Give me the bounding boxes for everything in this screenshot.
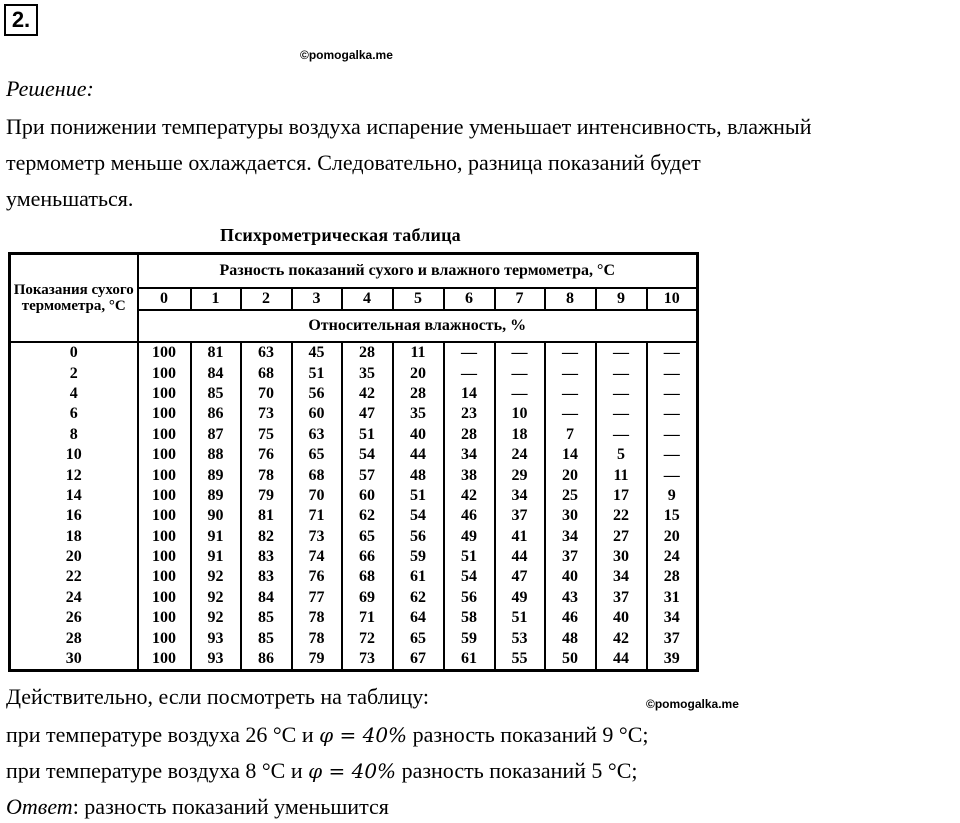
humidity-cell: 67 bbox=[393, 649, 444, 671]
humidity-cell: 29 bbox=[495, 465, 545, 485]
watermark-top: ©pomogalka.me bbox=[300, 48, 393, 62]
paragraph-line-3: уменьшаться. bbox=[6, 186, 134, 211]
humidity-cell: 37 bbox=[495, 506, 545, 526]
humidity-cell: — bbox=[495, 342, 545, 363]
diff-column-header: 0 bbox=[138, 288, 191, 310]
dry-temp-cell: 0 bbox=[10, 342, 138, 363]
humidity-cell: 35 bbox=[342, 363, 393, 383]
humidity-cell: — bbox=[495, 384, 545, 404]
humidity-cell: 66 bbox=[342, 547, 393, 567]
humidity-cell: 20 bbox=[393, 363, 444, 383]
humidity-cell: 5 bbox=[596, 445, 647, 465]
humidity-cell: 100 bbox=[138, 608, 191, 628]
humidity-cell: 85 bbox=[191, 384, 241, 404]
diff-column-header: 9 bbox=[596, 288, 647, 310]
humidity-cell: — bbox=[663, 466, 680, 484]
humidity-cell: 14 bbox=[545, 445, 596, 465]
humidity-cell: 64 bbox=[393, 608, 444, 628]
humidity-cell: 39 bbox=[663, 650, 680, 668]
humidity-cell: 47 bbox=[342, 404, 393, 424]
humidity-cell: — bbox=[663, 425, 680, 443]
dry-temp-cell: 18 bbox=[10, 527, 138, 547]
humidity-cell: 93 bbox=[191, 628, 241, 648]
humidity-cell: — bbox=[545, 342, 596, 363]
humidity-cell: 11 bbox=[596, 465, 647, 485]
humidity-cell: 63 bbox=[241, 342, 292, 363]
answer-line bbox=[6, 794, 389, 820]
humidity-cell: 37 bbox=[663, 629, 680, 647]
dry-temp-cell: 14 bbox=[10, 486, 138, 506]
humidity-cell: 34 bbox=[495, 486, 545, 506]
humidity-cell: 34 bbox=[596, 567, 647, 587]
humidity-cell: 68 bbox=[241, 363, 292, 383]
humidity-cell: 88 bbox=[191, 445, 241, 465]
dry-temp-cell: 28 bbox=[10, 628, 138, 648]
humidity-cell: 68 bbox=[292, 465, 342, 485]
humidity-cell: 15 bbox=[663, 507, 680, 525]
humidity-cell: 54 bbox=[393, 506, 444, 526]
humidity-cell: — bbox=[545, 384, 596, 404]
humidity-cell: — bbox=[444, 342, 495, 363]
diff-column-header: 8 bbox=[545, 288, 596, 310]
paragraph-line-1: При понижении температуры воздуха испарение уменьшает интенсивность, влажный bbox=[6, 114, 812, 139]
dry-temp-cell: 8 bbox=[10, 425, 138, 445]
humidity-cell: 100 bbox=[138, 445, 191, 465]
humidity-cell: 48 bbox=[545, 628, 596, 648]
conclusion-line-1: Действительно, если посмотреть на таблицу: bbox=[6, 684, 430, 709]
humidity-cell: 81 bbox=[241, 506, 292, 526]
humidity-cell: — bbox=[663, 446, 680, 464]
humidity-cell: 65 bbox=[342, 527, 393, 547]
humidity-cell: 40 bbox=[596, 608, 647, 628]
line2-text-a: при температуре воздуха 26 °С и bbox=[6, 722, 320, 747]
table-body bbox=[10, 342, 698, 671]
humidity-cell: 51 bbox=[393, 486, 444, 506]
table-row bbox=[10, 628, 698, 648]
humidity-cell: 58 bbox=[444, 608, 495, 628]
diff-column-header: 10 bbox=[647, 288, 698, 310]
humidity-cell: 40 bbox=[393, 425, 444, 445]
dry-temp-cell: 12 bbox=[10, 465, 138, 485]
humidity-cell: — bbox=[596, 384, 647, 404]
humidity-cell: — bbox=[663, 384, 680, 402]
dry-temp-cell: 16 bbox=[10, 506, 138, 526]
humidity-cell: — bbox=[444, 363, 495, 383]
humidity-cell: 91 bbox=[191, 527, 241, 547]
humidity-cell: 100 bbox=[138, 425, 191, 445]
table-row bbox=[10, 384, 698, 404]
humidity-cell: 86 bbox=[241, 649, 292, 671]
humidity-cell: 44 bbox=[393, 445, 444, 465]
humidity-cell: 73 bbox=[292, 527, 342, 547]
humidity-cell: 44 bbox=[596, 649, 647, 671]
humidity-cell: 100 bbox=[138, 465, 191, 485]
humidity-cell: 48 bbox=[393, 465, 444, 485]
humidity-cell: 83 bbox=[241, 547, 292, 567]
humidity-cell: 34 bbox=[545, 527, 596, 547]
humidity-cell: — bbox=[545, 404, 596, 424]
line3-text-b: разность показаний 5 °С; bbox=[396, 758, 638, 783]
humidity-cell: 17 bbox=[596, 486, 647, 506]
humidity-cell: 23 bbox=[444, 404, 495, 424]
humidity-cell: 30 bbox=[596, 547, 647, 567]
humidity-cell: 70 bbox=[292, 486, 342, 506]
humidity-cell: 90 bbox=[191, 506, 241, 526]
humidity-cell: 37 bbox=[545, 547, 596, 567]
humidity-cell: — bbox=[596, 425, 647, 445]
humidity-cell: 20 bbox=[663, 527, 680, 545]
humidity-cell: 100 bbox=[138, 404, 191, 424]
humidity-cell: 79 bbox=[292, 649, 342, 671]
humidity-cell: 78 bbox=[241, 465, 292, 485]
humidity-cell: 89 bbox=[191, 465, 241, 485]
humidity-cell: 35 bbox=[393, 404, 444, 424]
humidity-cell: 84 bbox=[241, 588, 292, 608]
humidity-cell: 18 bbox=[495, 425, 545, 445]
humidity-cell: 72 bbox=[342, 628, 393, 648]
humidity-cell: 82 bbox=[241, 527, 292, 547]
humidity-cell: 22 bbox=[596, 506, 647, 526]
humidity-cell: 76 bbox=[241, 445, 292, 465]
humidity-cell: 100 bbox=[138, 363, 191, 383]
table-row bbox=[10, 404, 698, 424]
humidity-cell: — bbox=[596, 363, 647, 383]
phi-formula: φ = 40% bbox=[319, 723, 408, 747]
humidity-cell: 62 bbox=[393, 588, 444, 608]
humidity-cell: 50 bbox=[545, 649, 596, 671]
humidity-cell: 78 bbox=[292, 628, 342, 648]
humidity-cell: 54 bbox=[342, 445, 393, 465]
dry-temp-cell: 4 bbox=[10, 384, 138, 404]
humidity-cell: 25 bbox=[545, 486, 596, 506]
humidity-cell: 51 bbox=[292, 363, 342, 383]
humidity-cell: 60 bbox=[342, 486, 393, 506]
humidity-cell: 43 bbox=[545, 588, 596, 608]
humidity-cell: — bbox=[596, 342, 647, 363]
humidity-cell: 55 bbox=[495, 649, 545, 671]
humidity-cell: 54 bbox=[444, 567, 495, 587]
humidity-cell: 31 bbox=[663, 588, 680, 606]
humidity-cell: 61 bbox=[444, 649, 495, 671]
humidity-cell: 27 bbox=[596, 527, 647, 547]
humidity-cell: 34 bbox=[663, 609, 680, 627]
table-row bbox=[10, 506, 698, 526]
humidity-cell: 41 bbox=[495, 527, 545, 547]
humidity-cell: 7 bbox=[545, 425, 596, 445]
humidity-cell: 59 bbox=[393, 547, 444, 567]
humidity-cell: 73 bbox=[241, 404, 292, 424]
humidity-cell: 30 bbox=[545, 506, 596, 526]
answer-label: Ответ bbox=[6, 794, 73, 819]
humidity-cell: 71 bbox=[292, 506, 342, 526]
diff-column-header: 3 bbox=[292, 288, 342, 310]
solution-label: Решение: bbox=[6, 76, 94, 101]
humidity-cell: 28 bbox=[444, 425, 495, 445]
humidity-cell: 56 bbox=[292, 384, 342, 404]
humidity-cell: 77 bbox=[292, 588, 342, 608]
humidity-cell: 100 bbox=[138, 628, 191, 648]
diff-column-header: 2 bbox=[241, 288, 292, 310]
humidity-cell: 74 bbox=[292, 547, 342, 567]
humidity-cell: 61 bbox=[393, 567, 444, 587]
humidity-cell: 34 bbox=[444, 445, 495, 465]
humidity-cell: 40 bbox=[545, 567, 596, 587]
humidity-cell: 92 bbox=[191, 588, 241, 608]
humidity-cell: 63 bbox=[292, 425, 342, 445]
humidity-cell: 24 bbox=[663, 548, 680, 566]
humidity-cell: 92 bbox=[191, 567, 241, 587]
humidity-cell: — bbox=[495, 363, 545, 383]
humidity-cell: 84 bbox=[191, 363, 241, 383]
humidity-cell: 42 bbox=[444, 486, 495, 506]
humidity-header: Относительная влажность, % bbox=[138, 310, 698, 342]
humidity-cell: 87 bbox=[191, 425, 241, 445]
humidity-cell: 92 bbox=[191, 608, 241, 628]
dry-temp-cell: 22 bbox=[10, 567, 138, 587]
humidity-cell: 93 bbox=[191, 649, 241, 671]
difference-header: Разность показаний сухого и влажного термометра, °С bbox=[138, 254, 698, 289]
humidity-cell: 24 bbox=[495, 445, 545, 465]
humidity-cell: 9 bbox=[667, 486, 676, 504]
table-row bbox=[10, 649, 698, 671]
humidity-cell: — bbox=[596, 404, 647, 424]
dry-thermometer-header: Показания сухого термометра, °С bbox=[10, 254, 138, 343]
humidity-cell: 100 bbox=[138, 567, 191, 587]
watermark-bottom: ©pomogalka.me bbox=[646, 697, 739, 711]
table-row bbox=[10, 547, 698, 567]
humidity-cell: 10 bbox=[495, 404, 545, 424]
humidity-cell: 91 bbox=[191, 547, 241, 567]
dry-temp-cell: 30 bbox=[10, 649, 138, 671]
humidity-cell: 14 bbox=[444, 384, 495, 404]
humidity-cell: 65 bbox=[292, 445, 342, 465]
line2-text-b: разность показаний 9 °С; bbox=[407, 722, 649, 747]
table-row bbox=[10, 445, 698, 465]
table-row bbox=[10, 588, 698, 608]
dry-temp-cell: 10 bbox=[10, 445, 138, 465]
humidity-cell: 49 bbox=[444, 527, 495, 547]
diff-column-header: 7 bbox=[495, 288, 545, 310]
table-row bbox=[10, 486, 698, 506]
humidity-cell: 71 bbox=[342, 608, 393, 628]
humidity-cell: — bbox=[663, 364, 680, 382]
humidity-cell: 65 bbox=[393, 628, 444, 648]
humidity-cell: 69 bbox=[342, 588, 393, 608]
humidity-cell: 100 bbox=[138, 486, 191, 506]
answer-text: : разность показаний уменьшится bbox=[72, 794, 389, 819]
humidity-cell: 100 bbox=[138, 547, 191, 567]
humidity-cell: 46 bbox=[444, 506, 495, 526]
humidity-cell: 78 bbox=[292, 608, 342, 628]
table-row bbox=[10, 342, 698, 363]
humidity-cell: 60 bbox=[292, 404, 342, 424]
diff-column-header: 6 bbox=[444, 288, 495, 310]
humidity-cell: 57 bbox=[342, 465, 393, 485]
humidity-cell: 28 bbox=[393, 384, 444, 404]
table-row bbox=[10, 363, 698, 383]
table-row bbox=[10, 608, 698, 628]
line3-text-a: при температуре воздуха 8 °С и bbox=[6, 758, 309, 783]
diff-column-header: 4 bbox=[342, 288, 393, 310]
humidity-cell: 37 bbox=[596, 588, 647, 608]
humidity-cell: 53 bbox=[495, 628, 545, 648]
table-row bbox=[10, 567, 698, 587]
humidity-cell: 83 bbox=[241, 567, 292, 587]
humidity-cell: 56 bbox=[393, 527, 444, 547]
humidity-cell: 70 bbox=[241, 384, 292, 404]
humidity-cell: 28 bbox=[342, 342, 393, 363]
diff-column-header: 1 bbox=[191, 288, 241, 310]
dry-temp-cell: 2 bbox=[10, 363, 138, 383]
table-row bbox=[10, 527, 698, 547]
humidity-cell: 28 bbox=[663, 568, 680, 586]
humidity-cell: 44 bbox=[495, 547, 545, 567]
diff-column-header: 5 bbox=[393, 288, 444, 310]
humidity-cell: 20 bbox=[545, 465, 596, 485]
humidity-cell: 100 bbox=[138, 649, 191, 671]
humidity-cell: 59 bbox=[444, 628, 495, 648]
humidity-cell: 42 bbox=[596, 628, 647, 648]
humidity-cell: 85 bbox=[241, 628, 292, 648]
humidity-cell: — bbox=[663, 344, 680, 362]
phi-formula: φ = 40% bbox=[308, 759, 397, 783]
humidity-cell: 11 bbox=[393, 342, 444, 363]
humidity-cell: 100 bbox=[138, 527, 191, 547]
humidity-cell: 51 bbox=[342, 425, 393, 445]
humidity-cell: 81 bbox=[191, 342, 241, 363]
humidity-cell: 79 bbox=[241, 486, 292, 506]
humidity-cell: 85 bbox=[241, 608, 292, 628]
humidity-cell: 76 bbox=[292, 567, 342, 587]
humidity-cell: 49 bbox=[495, 588, 545, 608]
humidity-cell: 51 bbox=[495, 608, 545, 628]
humidity-cell: — bbox=[545, 363, 596, 383]
conclusion-line-3 bbox=[6, 758, 638, 784]
humidity-cell: 89 bbox=[191, 486, 241, 506]
humidity-cell: 45 bbox=[292, 342, 342, 363]
humidity-cell: 62 bbox=[342, 506, 393, 526]
humidity-cell: 100 bbox=[138, 342, 191, 363]
dry-temp-cell: 20 bbox=[10, 547, 138, 567]
humidity-cell: 100 bbox=[138, 384, 191, 404]
dry-temp-cell: 24 bbox=[10, 588, 138, 608]
dry-temp-cell: 6 bbox=[10, 404, 138, 424]
humidity-cell: 47 bbox=[495, 567, 545, 587]
humidity-cell: 51 bbox=[444, 547, 495, 567]
humidity-cell: 100 bbox=[138, 588, 191, 608]
humidity-cell: 73 bbox=[342, 649, 393, 671]
humidity-cell: 42 bbox=[342, 384, 393, 404]
humidity-cell: 75 bbox=[241, 425, 292, 445]
humidity-cell: 38 bbox=[444, 465, 495, 485]
psychrometric-table bbox=[8, 252, 699, 672]
humidity-cell: 68 bbox=[342, 567, 393, 587]
conclusion-line-2 bbox=[6, 722, 649, 748]
dry-temp-cell: 26 bbox=[10, 608, 138, 628]
table-row bbox=[10, 425, 698, 445]
humidity-cell: — bbox=[663, 405, 680, 423]
table-title: Психрометрическая таблица bbox=[220, 225, 461, 245]
humidity-cell: 100 bbox=[138, 506, 191, 526]
humidity-cell: 86 bbox=[191, 404, 241, 424]
humidity-cell: 56 bbox=[444, 588, 495, 608]
paragraph-line-2: термометр меньше охлаждается. Следовательно, разница показаний будет bbox=[6, 150, 701, 175]
task-number: 2. bbox=[4, 4, 38, 36]
humidity-cell: 46 bbox=[545, 608, 596, 628]
table-row bbox=[10, 465, 698, 485]
